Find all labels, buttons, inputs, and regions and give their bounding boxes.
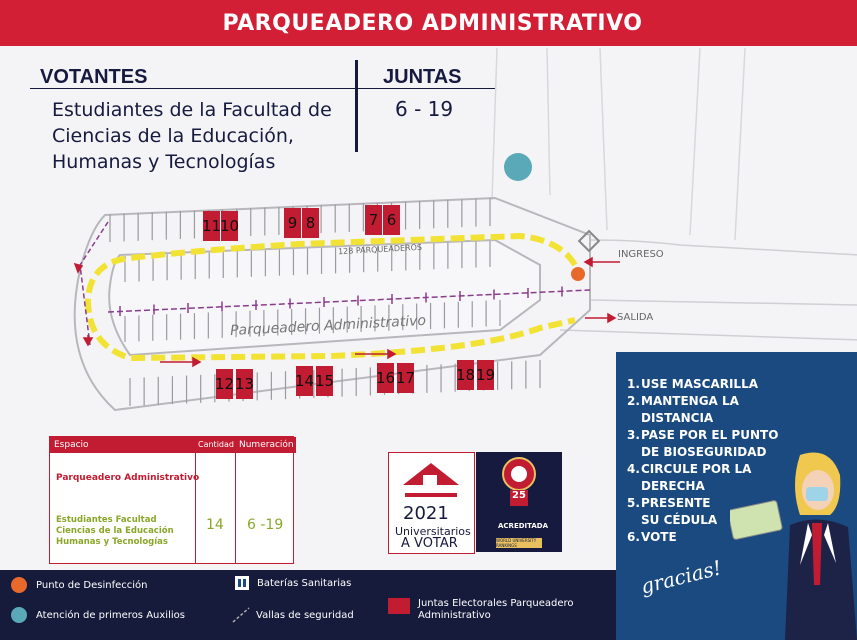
summary-table: [49, 436, 294, 564]
gracias-text: gracias!: [638, 555, 724, 599]
juntas-value: 6 - 19: [395, 97, 454, 121]
table-header: Espacio: [50, 437, 198, 453]
legend-item: [232, 606, 354, 624]
votantes-line: Estudiantes de la Facultad de: [52, 99, 332, 121]
logo-line1: Universitarios: [395, 525, 471, 538]
university-accreditation-logo: [476, 452, 562, 552]
juntas-heading: JUNTAS: [383, 66, 462, 88]
voting-booth: 15: [316, 366, 333, 396]
legend-item: [388, 598, 588, 622]
rule-item: 2. MANTENGA LA: [627, 394, 739, 408]
fence-icon: [232, 606, 250, 624]
first-aid-icon: [10, 606, 28, 624]
restroom-icon: [235, 576, 249, 590]
map-legend: [0, 570, 616, 640]
votantes-line: Ciencias de la Educación,: [52, 125, 294, 147]
voting-booth: 9: [284, 208, 301, 238]
votantes-heading: VOTANTES: [40, 66, 148, 88]
table-cell: 6 -19: [247, 517, 284, 533]
rule-item: 4. CIRCULE POR LA: [627, 462, 752, 476]
rule-item-continued: DERECHA: [641, 479, 705, 493]
first-aid-point: [504, 153, 532, 181]
table-header: Cantidad: [196, 437, 236, 453]
voting-booth: 14: [296, 366, 313, 396]
voting-booth: 16: [377, 363, 394, 393]
rule-item-continued: DE BIOSEGURIDAD: [641, 445, 767, 459]
table-cell: 14: [206, 517, 224, 533]
parking-count-label: 128 PARQUEADEROS: [337, 242, 423, 257]
voting-booth: 8: [302, 208, 319, 238]
badge-number: 25: [510, 490, 528, 506]
legend-label: Atención de primeros Auxilios: [36, 609, 185, 621]
disinfection-point: [571, 267, 585, 281]
rule-item-continued: DISTANCIA: [641, 411, 714, 425]
legend-item: [235, 576, 351, 590]
legend-item: [10, 576, 148, 594]
voting-booth: 7: [365, 205, 382, 235]
road-edge: [560, 300, 857, 340]
table-header: Numeración: [236, 437, 296, 453]
booth-icon: [388, 598, 410, 614]
disinfection-icon: [10, 576, 28, 594]
rule-item: 5. PRESENTE: [627, 496, 711, 510]
rule-item-continued: SU CÉDULA: [641, 513, 718, 527]
acreditada-label: ACREDITADA: [498, 522, 549, 530]
logo-line2: A VOTAR: [401, 536, 458, 551]
rule-item: 3. PASE POR EL PUNTO: [627, 428, 779, 442]
table-col-divider: [235, 437, 236, 563]
voting-booth: 6: [383, 205, 400, 235]
table-col-divider: [195, 437, 196, 563]
voting-booth: 18: [457, 360, 474, 390]
person-illustration: [730, 445, 857, 640]
table-cell: Parqueadero Administrativo: [56, 473, 200, 483]
legend-label: Punto de Desinfección: [36, 579, 148, 591]
entrance-label: INGRESO: [618, 249, 664, 260]
votantes-line: Humanas y Tecnologías: [52, 151, 276, 173]
rule-item: 6. VOTE: [627, 530, 677, 544]
exit-label: SALIDA: [617, 312, 654, 323]
voting-booth: 11: [203, 211, 220, 241]
parking-area-label: Parqueadero Administrativo: [229, 312, 427, 340]
legend-label: Vallas de seguridad: [256, 609, 354, 621]
logo-year: 2021: [403, 503, 449, 524]
legend-label: Baterías Sanitarias: [257, 577, 352, 589]
universitarios-a-votar-logo: [388, 452, 475, 554]
legend-label: Juntas Electorales Parqueadero Administrativo: [418, 598, 574, 621]
voting-booth: 10: [221, 211, 238, 241]
ranking-label: WORLD UNIVERSITY RANKINGS: [496, 538, 542, 548]
voting-booth: 12: [216, 369, 233, 399]
voting-booth: 13: [236, 369, 253, 399]
rule-item: 1. USE MASCARILLA: [627, 377, 759, 391]
voting-booth: 19: [477, 360, 494, 390]
table-cell: Estudiantes Facultad Ciencias de la Educación Humanas y Tecnologías: [56, 515, 174, 547]
page-title: PARQUEADERO ADMINISTRATIVO: [222, 10, 643, 36]
legend-item: [10, 606, 185, 624]
voting-booth: 17: [397, 363, 414, 393]
